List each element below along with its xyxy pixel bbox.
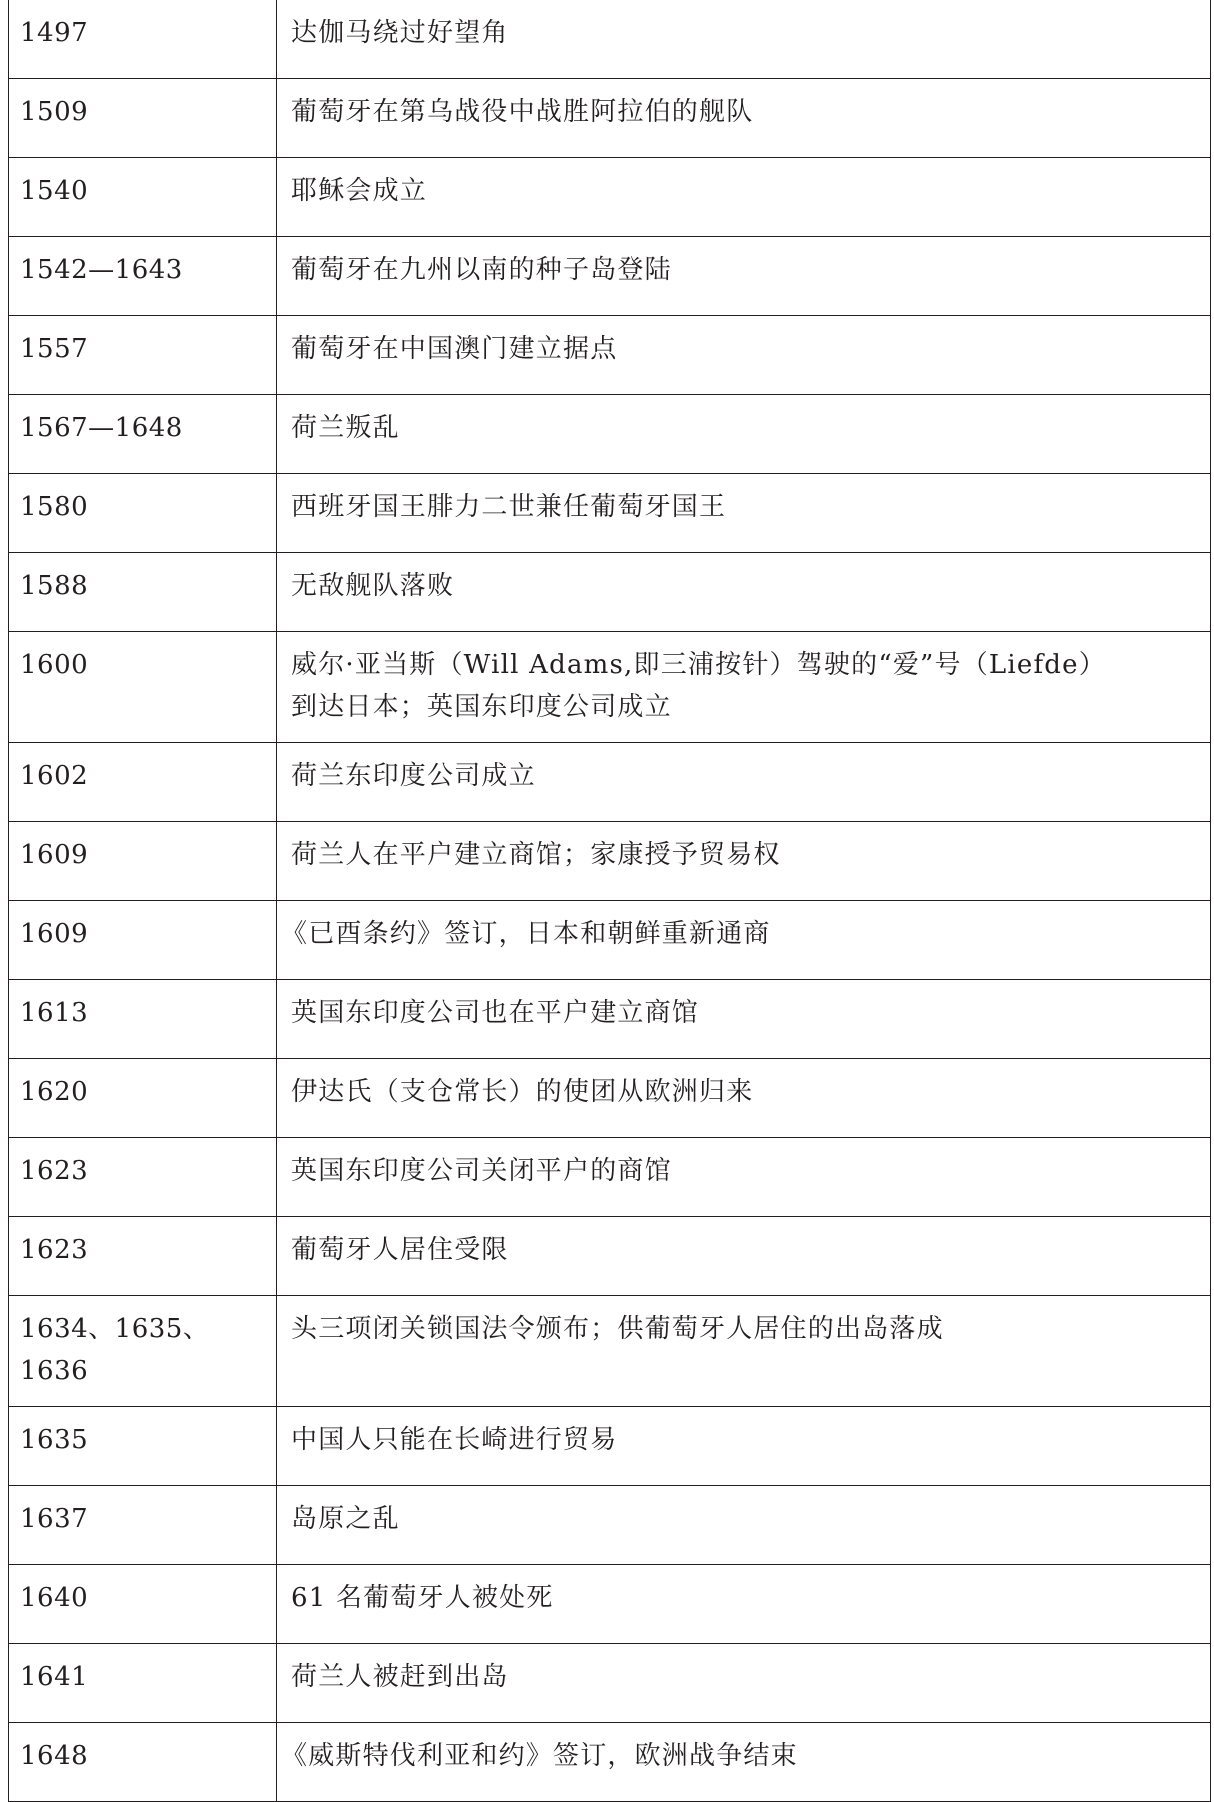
year-cell bbox=[9, 474, 277, 553]
event-text: 英国东印度公司关闭平户的商馆 bbox=[291, 1156, 672, 1186]
event-cell bbox=[277, 1138, 1211, 1217]
event-cell bbox=[277, 743, 1211, 822]
table-row bbox=[9, 1644, 1211, 1723]
year-cell bbox=[9, 0, 277, 79]
timeline-table bbox=[8, 0, 1211, 1802]
event-text: 中国人只能在长崎进行贸易 bbox=[291, 1425, 618, 1455]
event-cell bbox=[277, 474, 1211, 553]
year-text: 1497 bbox=[20, 18, 89, 48]
year-cell bbox=[9, 1217, 277, 1296]
year-text: 1602 bbox=[20, 761, 89, 791]
year-cell bbox=[9, 395, 277, 474]
year-cell bbox=[9, 316, 277, 395]
year-cell bbox=[9, 1138, 277, 1217]
year-text: 1540 bbox=[20, 176, 89, 206]
event-cell bbox=[277, 1723, 1211, 1802]
year-text: 1609 bbox=[20, 840, 89, 870]
event-text: 61 名葡萄牙人被处死 bbox=[291, 1583, 554, 1613]
event-text: 英国东印度公司也在平户建立商馆 bbox=[291, 998, 700, 1028]
table-row bbox=[9, 395, 1211, 474]
year-text: 1623 bbox=[20, 1156, 89, 1186]
event-cell bbox=[277, 1644, 1211, 1723]
event-text: 头三项闭关锁国法令颁布；供葡萄牙人居住的出岛落成 bbox=[291, 1314, 944, 1344]
year-cell bbox=[9, 901, 277, 980]
event-cell bbox=[277, 980, 1211, 1059]
event-cell bbox=[277, 1296, 1211, 1407]
event-cell bbox=[277, 1407, 1211, 1486]
year-cell bbox=[9, 1723, 277, 1802]
event-cell bbox=[277, 822, 1211, 901]
event-cell bbox=[277, 316, 1211, 395]
event-cell bbox=[277, 237, 1211, 316]
year-cell bbox=[9, 158, 277, 237]
year-text: 1641 bbox=[20, 1662, 89, 1692]
event-cell bbox=[277, 1565, 1211, 1644]
event-cell bbox=[277, 0, 1211, 79]
event-text: 葡萄牙在第乌战役中战胜阿拉伯的舰队 bbox=[291, 97, 754, 127]
event-cell bbox=[277, 553, 1211, 632]
event-text: 岛原之乱 bbox=[291, 1504, 400, 1534]
timeline-table-container bbox=[8, 0, 1210, 1802]
year-text: 1567—1648 bbox=[20, 413, 183, 443]
event-text: 葡萄牙人居住受限 bbox=[291, 1235, 509, 1265]
year-text: 1609 bbox=[20, 919, 89, 949]
table-row bbox=[9, 158, 1211, 237]
year-cell bbox=[9, 1059, 277, 1138]
table-row bbox=[9, 1217, 1211, 1296]
event-text: 《威斯特伐利亚和约》签订，欧洲战争结束 bbox=[281, 1741, 798, 1771]
event-cell bbox=[277, 395, 1211, 474]
event-text: 达伽马绕过好望角 bbox=[291, 18, 509, 48]
event-text: 威尔·亚当斯（Will Adams,即三浦按针）驾驶的“爱”号（Liefde） 到达日本；英国东印度公司成立 bbox=[291, 650, 1106, 722]
year-text: 1640 bbox=[20, 1583, 89, 1613]
table-row bbox=[9, 1565, 1211, 1644]
year-text: 1588 bbox=[20, 571, 89, 601]
table-row bbox=[9, 980, 1211, 1059]
table-row bbox=[9, 1723, 1211, 1802]
event-text: 荷兰人在平户建立商馆；家康授予贸易权 bbox=[291, 840, 781, 870]
event-text: 葡萄牙在中国澳门建立据点 bbox=[291, 334, 618, 364]
table-row bbox=[9, 316, 1211, 395]
year-text: 1620 bbox=[20, 1077, 89, 1107]
table-row bbox=[9, 237, 1211, 316]
year-cell bbox=[9, 980, 277, 1059]
event-text: 无敌舰队落败 bbox=[291, 571, 455, 601]
table-row bbox=[9, 0, 1211, 79]
event-cell bbox=[277, 79, 1211, 158]
event-text: 荷兰人被赶到出岛 bbox=[291, 1662, 509, 1692]
table-row bbox=[9, 1296, 1211, 1407]
table-row bbox=[9, 1138, 1211, 1217]
year-text: 1637 bbox=[20, 1504, 89, 1534]
table-row bbox=[9, 553, 1211, 632]
table-row bbox=[9, 79, 1211, 158]
event-cell bbox=[277, 1059, 1211, 1138]
year-cell bbox=[9, 743, 277, 822]
table-row bbox=[9, 901, 1211, 980]
event-text: 葡萄牙在九州以南的种子岛登陆 bbox=[291, 255, 672, 285]
year-text: 1600 bbox=[20, 650, 89, 680]
timeline-body bbox=[9, 0, 1211, 1802]
event-cell bbox=[277, 1217, 1211, 1296]
year-cell bbox=[9, 822, 277, 901]
event-text: 伊达氏（支仓常长）的使团从欧洲归来 bbox=[291, 1077, 754, 1107]
event-text: 荷兰叛乱 bbox=[291, 413, 400, 443]
table-row bbox=[9, 1059, 1211, 1138]
event-text: 耶稣会成立 bbox=[291, 176, 428, 206]
year-text: 1580 bbox=[20, 492, 89, 522]
year-cell bbox=[9, 79, 277, 158]
year-cell bbox=[9, 632, 277, 743]
year-text: 1634、1635、 1636 bbox=[20, 1314, 210, 1386]
year-cell bbox=[9, 1644, 277, 1723]
year-text: 1542—1643 bbox=[20, 255, 183, 285]
table-row bbox=[9, 743, 1211, 822]
year-text: 1623 bbox=[20, 1235, 89, 1265]
event-text: 《已酉条约》签订，日本和朝鲜重新通商 bbox=[281, 919, 771, 949]
event-cell bbox=[277, 158, 1211, 237]
year-cell bbox=[9, 553, 277, 632]
event-cell bbox=[277, 901, 1211, 980]
year-text: 1509 bbox=[20, 97, 89, 127]
year-text: 1557 bbox=[20, 334, 89, 364]
year-text: 1635 bbox=[20, 1425, 89, 1455]
year-cell bbox=[9, 1565, 277, 1644]
event-cell bbox=[277, 632, 1211, 743]
year-text: 1648 bbox=[20, 1741, 89, 1771]
event-text: 荷兰东印度公司成立 bbox=[291, 761, 536, 791]
event-text: 西班牙国王腓力二世兼任葡萄牙国王 bbox=[291, 492, 727, 522]
table-row bbox=[9, 822, 1211, 901]
table-row bbox=[9, 1407, 1211, 1486]
year-cell bbox=[9, 237, 277, 316]
year-text: 1613 bbox=[20, 998, 89, 1028]
year-cell bbox=[9, 1296, 277, 1407]
table-row bbox=[9, 632, 1211, 743]
year-cell bbox=[9, 1407, 277, 1486]
table-row bbox=[9, 474, 1211, 553]
